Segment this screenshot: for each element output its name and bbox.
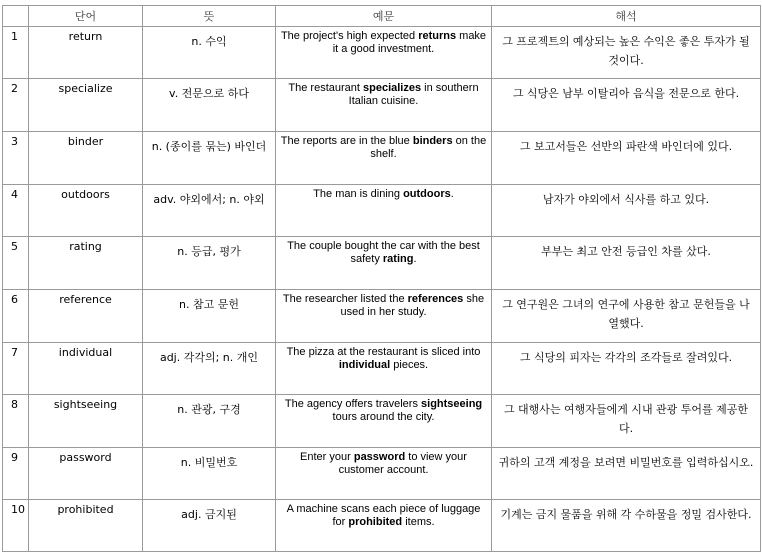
row-number: 7 [3,343,29,395]
example-keyword: password [353,451,406,463]
example-sentence [276,500,492,552]
example-sentence [276,395,492,448]
example-sentence [276,132,492,185]
word-meaning: n. 비밀번호 [143,448,276,500]
word-meaning: n. 참고 문헌 [143,290,276,343]
example-text: tours around the city. [332,411,435,423]
example-keyword: binders [412,135,453,147]
vocab-word: password [29,448,143,500]
example-text: The researcher listed the [282,293,408,305]
word-meaning: adj. 각각의; n. 개인 [143,343,276,395]
word-meaning: n. 관광, 구경 [143,395,276,448]
word-meaning: adv. 야외에서; n. 야외 [143,185,276,237]
word-meaning: v. 전문으로 하다 [143,79,276,132]
word-meaning: adj. 금지된 [143,500,276,552]
table-row [3,185,761,237]
table-row [3,132,761,185]
header-translation: 해석 [492,6,761,27]
vocab-word: prohibited [29,500,143,552]
example-text: make it a good investment. [332,30,487,55]
example-text: Enter your [300,451,354,463]
row-number: 6 [3,290,29,343]
sentence-translation: 남자가 야외에서 식사를 하고 있다. [492,185,761,237]
sentence-translation: 그 식당의 피자는 각각의 조각들로 잘려있다. [492,343,761,395]
row-number: 4 [3,185,29,237]
example-sentence [276,185,492,237]
example-keyword: sightseeing [421,398,483,410]
example-text: on the shelf. [370,135,487,160]
example-sentence [276,290,492,343]
example-text: The agency offers travelers [284,398,422,410]
vocabulary-table-body [3,6,761,552]
table-row [3,448,761,500]
table-row [3,343,761,395]
vocab-word: reference [29,290,143,343]
example-text: in southern Italian cuisine. [348,82,479,107]
example-keyword: specializes [363,82,422,94]
sentence-translation: 그 연구원은 그녀의 연구에 사용한 참고 문헌들을 나열했다. [492,290,761,343]
example-sentence [276,79,492,132]
vocab-word: outdoors [29,185,143,237]
row-number: 5 [3,237,29,290]
example-keyword: returns [418,30,457,42]
example-text: The project's high expected [280,30,419,42]
example-text: items. [402,516,435,528]
table-row [3,290,761,343]
example-text: to view your customer account. [338,451,467,476]
example-sentence [276,343,492,395]
row-number: 2 [3,79,29,132]
example-text: A machine scans each piece of luggage for [286,503,481,528]
example-text: The reports are in the blue [280,135,413,147]
example-keyword: individual [338,359,391,371]
table-row [3,237,761,290]
example-sentence [276,448,492,500]
vocab-word: binder [29,132,143,185]
example-text: she used in her study. [340,293,485,318]
vocab-word: rating [29,237,143,290]
table-row [3,79,761,132]
example-text: . [413,253,417,265]
row-number: 1 [3,27,29,79]
table-row [3,500,761,552]
example-sentence [276,237,492,290]
example-keyword: outdoors [403,188,451,200]
vocab-word: specialize [29,79,143,132]
header-number [3,6,29,27]
example-sentence [276,27,492,79]
example-text: The man is dining [313,188,404,200]
header-word: 단어 [29,6,143,27]
example-text: The couple bought the car with the best safety [287,240,480,265]
row-number: 3 [3,132,29,185]
example-text: The pizza at the restaurant is sliced into [286,346,481,358]
sentence-translation: 그 식당은 남부 이탈리아 음식을 전문으로 한다. [492,79,761,132]
sentence-translation: 그 프로젝트의 예상되는 높은 수익은 좋은 투자가 될 것이다. [492,27,761,79]
table-row [3,395,761,448]
vocabulary-table [2,5,761,552]
vocab-word: sightseeing [29,395,143,448]
vocab-word: return [29,27,143,79]
sentence-translation: 귀하의 고객 계정을 보려면 비밀번호를 입력하십시오. [492,448,761,500]
example-text: . [450,188,454,200]
example-keyword: prohibited [348,516,403,528]
table-header-row [3,6,761,27]
sentence-translation: 그 보고서들은 선반의 파란색 바인더에 있다. [492,132,761,185]
word-meaning: n. (종이를 묶는) 바인더 [143,132,276,185]
vocab-word: individual [29,343,143,395]
sentence-translation: 기계는 금지 물품을 위해 각 수하물을 정밀 검사한다. [492,500,761,552]
table-row [3,27,761,79]
word-meaning: n. 등급, 평가 [143,237,276,290]
example-keyword: references [407,293,464,305]
example-text: The restaurant [288,82,363,94]
row-number: 9 [3,448,29,500]
header-meaning: 뜻 [143,6,276,27]
sentence-translation: 부부는 최고 안전 등급인 차를 샀다. [492,237,761,290]
row-number: 8 [3,395,29,448]
word-meaning: n. 수익 [143,27,276,79]
header-example: 예문 [276,6,492,27]
sentence-translation: 그 대행사는 여행자들에게 시내 관광 투어를 제공한다. [492,395,761,448]
row-number: 10 [3,500,29,552]
example-keyword: rating [382,253,414,265]
example-text: pieces. [390,359,429,371]
